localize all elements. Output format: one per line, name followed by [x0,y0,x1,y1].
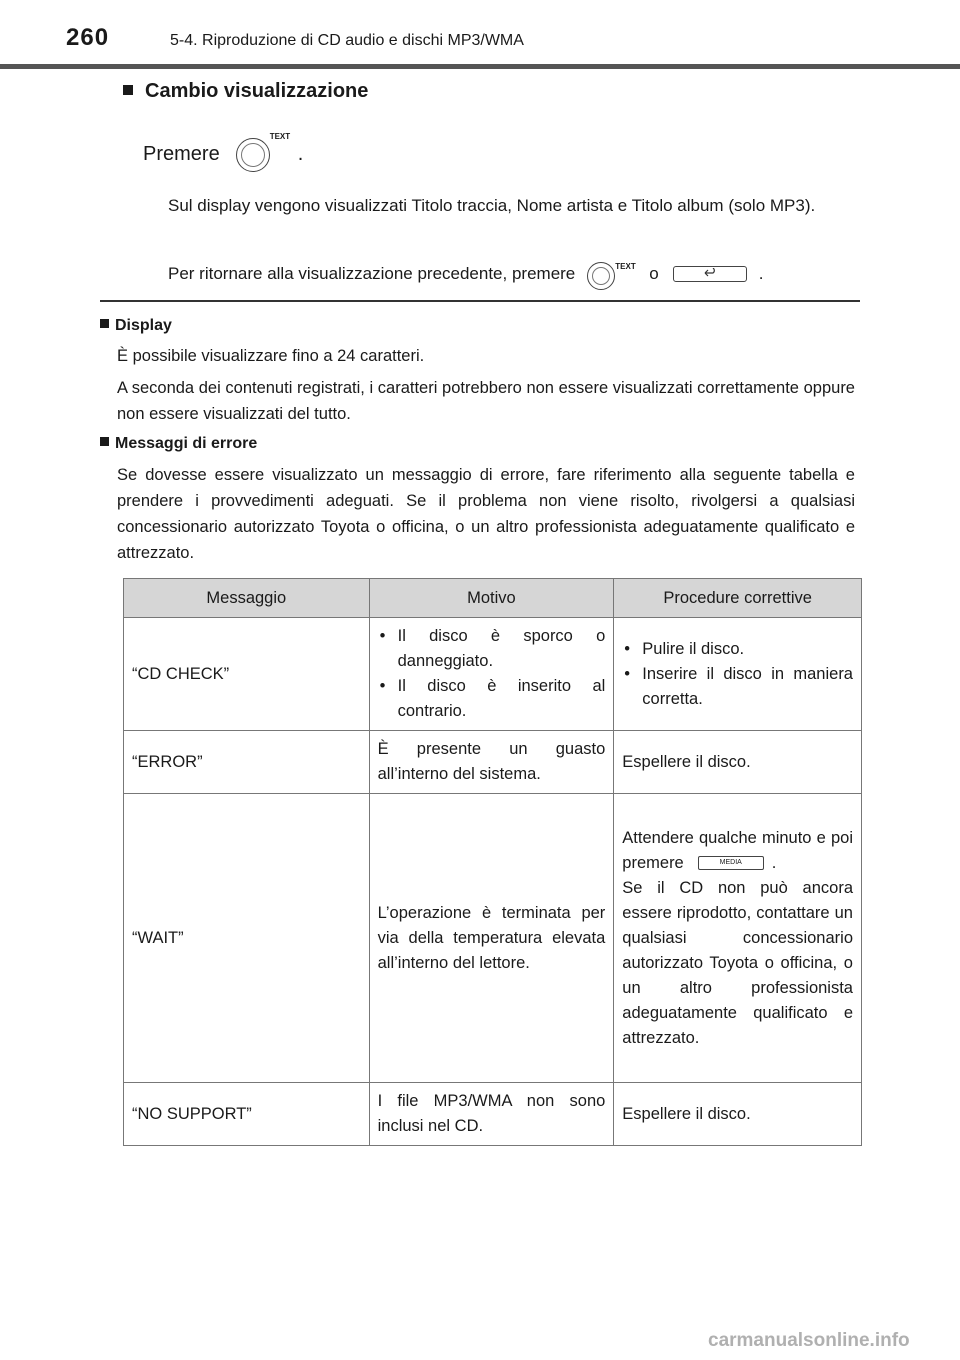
list-item: • Inserire il disco in maniera corretta. [622,662,853,712]
return-instruction [168,254,856,294]
message-cell: “WAIT” [124,794,370,1083]
action-dot: . [771,853,777,872]
reason-cell [369,618,614,731]
chapter-title: 5-4. Riproduzione di CD audio e dischi MP3/WMA [170,32,524,49]
knob-ring [236,138,270,172]
action-cell: Espellere il disco. [614,731,862,794]
section-title-text: Cambio visualizzazione [145,80,369,102]
knob-ring [587,262,615,290]
list-item: • Il disco è sporco o danneggiato. [378,624,606,674]
action-cell [614,618,862,731]
table-row [124,794,862,1083]
message-cell: “ERROR” [124,731,370,794]
note-display-p2: A seconda dei contenuti registrati, i caratteri potrebbero non essere visualizzati correttamente oppure non essere visualizzati del tutto. [117,379,855,423]
page-number: 260 [66,24,110,51]
square-bullet-icon [100,319,109,328]
return-button-icon [673,266,747,282]
message-cell: “CD CHECK” [124,618,370,731]
table-header-cell: Messaggio [124,579,370,618]
action-prefix: Attendere qualche minuto e poi premere [622,828,853,872]
note-errors-title [100,435,257,453]
reason-cell: I file MP3/WMA non sono inclusi nel CD. [369,1083,614,1146]
step-instruction [143,132,303,176]
return-suffix: . [758,264,764,283]
reason-cell: L’operazione è terminata per via della temperatura elevata all’interno del lettore. [369,794,614,1083]
page-header [0,0,960,70]
note-display-p1: È possibile visualizzare fino a 24 caratteri. [117,347,425,365]
knob-label: TEXT [269,132,291,141]
square-bullet-icon [100,437,109,446]
section-title [123,80,368,103]
table-header-row [124,579,862,618]
table-row [124,618,862,731]
reason-cell: È presente un guasto all’interno del sistema. [369,731,614,794]
section-divider [100,300,860,302]
action-cell [614,794,862,1083]
watermark: carmanualsonline.info [708,1330,910,1351]
text-knob-icon-small [585,254,641,294]
step-prefix: Premere [143,142,220,165]
note-errors-p1: Se dovesse essere visualizzato un messaggio di errore, fare riferimento alla seguente tabella e prendere i provvedimenti adeguati. Se il problema non viene risolto, rivolgersi a qualsiasi concessionario autorizzato Toyota o officina, o un altro professionista adeguatamente qualificato e attrezzato. [117,466,855,562]
table-row [124,1083,862,1146]
knob-label: TEXT [615,262,636,271]
error-table [123,578,862,1146]
message-cell: “NO SUPPORT” [124,1083,370,1146]
list-item: • Il disco è inserito al contrario. [378,674,606,724]
return-arrow-icon [703,268,717,278]
text-knob-icon [234,132,290,176]
table-header-cell: Procedure correttive [614,579,862,618]
table-header-cell: Motivo [369,579,614,618]
list-item: • Pulire il disco. [622,637,853,662]
media-button-icon: MEDIA [698,856,764,870]
square-bullet-icon [123,85,133,95]
note-display-title [100,317,172,335]
note-errors-title-text: Messaggi di errore [115,435,258,452]
action-cell: Espellere il disco. [614,1083,862,1146]
display-description: Sul display vengono visualizzati Titolo traccia, Nome artista e Titolo album (solo MP3). [168,196,816,215]
return-prefix: Per ritornare alla visualizzazione precedente, premere [168,264,576,283]
note-display-title-text: Display [115,317,172,334]
step-suffix: . [297,142,304,165]
header-rule [0,64,960,69]
table-row [124,731,862,794]
return-or: o [649,264,659,283]
action-rest: Se il CD non può ancora essere riprodotto, contattare un qualsiasi concessionario autorizzato Toyota o officina, o un altro professionista adeguatamente qualificato e attrezzato. [622,878,853,1047]
